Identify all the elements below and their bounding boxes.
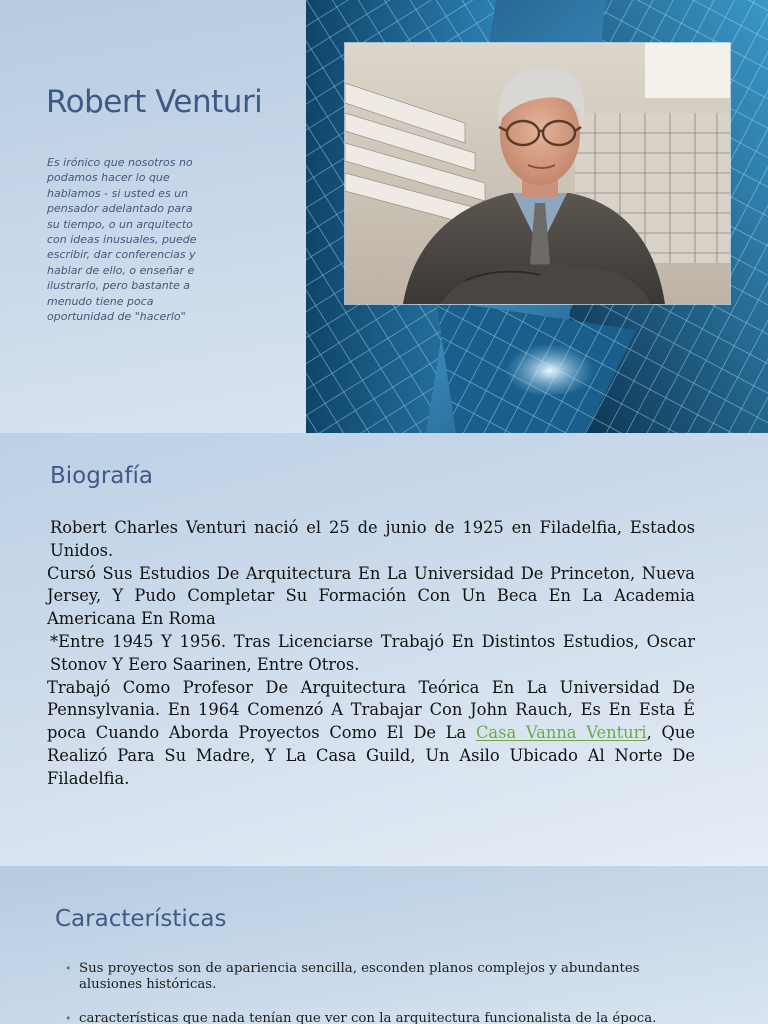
slide-title-heading: Robert Venturi [46,84,263,120]
list-item-text: características que nada tenían que ver con la arquitectura funcionalista de la época. [79,1011,657,1024]
bio-paragraph-2: Cursó Sus Estudios De Arquitectura En La Universidad De Princeton, Nueva Jersey, Y Pudo Completar Su Formación Con Un Beca En La Academia Americana En Roma [47,563,695,629]
bullet-icon: • [65,1012,72,1024]
bio-paragraph-4-start: Trabajó Como Profesor De Arquitectura Teórica En La Universidad De Pennsylvania. En 1964 Comenzó A Trabajar Con John Rauch, Es En Esta É poca Cuando Aborda Proyectos Como El De La [47,677,695,743]
biografia-text [47,517,695,791]
caracteristicas-heading: Características [55,906,227,932]
venturi-quote: Es irónico que nosotros no podamos hacer lo que hablamos - si usted es un pensador adelantado para su tiempo, o un arquitecto con ideas inusuales, puede escribir, dar conferencias y hablar de ello, o enseñar e ilustrarlo, pero bastante a menudo tiene poca oportunidad de "hacerlo" [47,156,197,324]
bullet-icon: • [65,962,72,975]
bio-paragraph-1: Robert Charles Venturi nació el 25 de junio de 1925 en Filadelfia, Estados Unidos. [50,518,695,560]
list-item [60,961,680,993]
slide-caracteristicas [0,866,768,1024]
bio-paragraph-4 [47,677,695,791]
robert-venturi-portrait [345,43,730,304]
bio-paragraph-4-end: , Que Realizó Para Su Madre, Y La Casa Guild, Un Asilo Ubicado Al Norte De Filadelfia. [47,723,695,788]
slide-title [0,0,768,433]
casa-vanna-venturi-link[interactable]: Casa Vanna Venturi [475,723,647,743]
list-item-text: Sus proyectos son de apariencia sencilla, esconden planos complejos y abundantes alusiones históricas. [79,961,640,992]
slide-biografia [0,433,768,866]
list-item [60,1011,680,1024]
bio-paragraph-3: *Entre 1945 Y 1956. Tras Licenciarse Trabajó En Distintos Estudios, Oscar Stonov Y Eero Saarinen, Entre Otros. [50,631,695,674]
caracteristicas-list [60,961,680,1024]
biografia-heading: Biografía [50,463,153,489]
